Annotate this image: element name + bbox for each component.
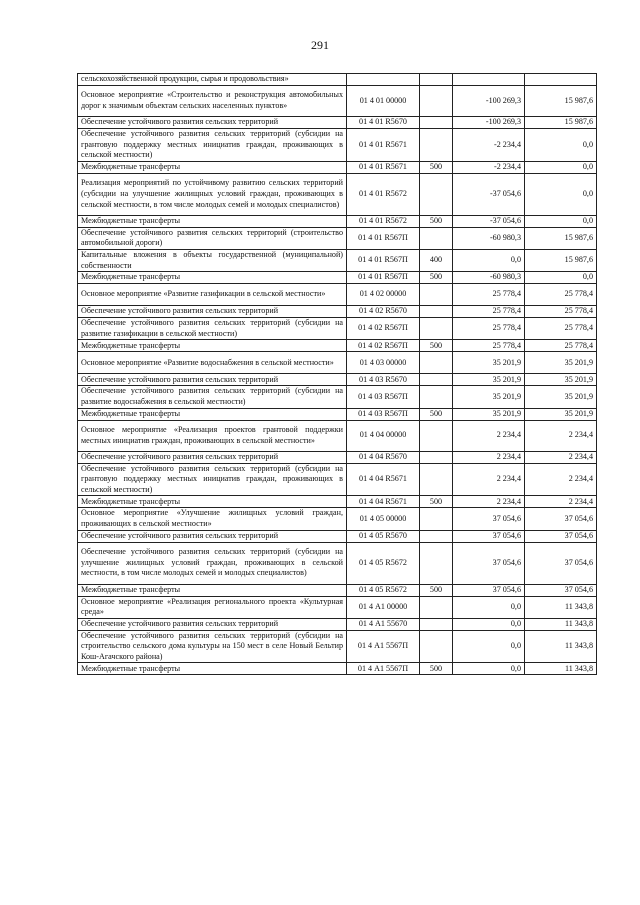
row-expense-type-cell: 500 (420, 161, 453, 173)
row-amount-total-cell: 35 201,9 (525, 408, 597, 420)
row-code-cell: 01 4 05 R5672 (347, 542, 420, 584)
table-row (78, 463, 597, 496)
row-amount-change-cell: 25 778,4 (453, 318, 525, 340)
row-code-cell: 01 4 02 R567П (347, 340, 420, 352)
row-code-cell: 01 4 01 R567П (347, 227, 420, 249)
table-row (78, 663, 597, 675)
budget-table-body (78, 74, 597, 675)
table-row (78, 542, 597, 584)
row-amount-change-cell: -2 234,4 (453, 161, 525, 173)
row-name-cell: Реализация мероприятий по устойчивому развитию сельских территорий (субсидии на улучшение жилищных условий граждан, проживающих в сельской местности, в том числе молодых семей и молодых специалистов) (78, 173, 347, 215)
table-row (78, 618, 597, 630)
row-expense-type-cell (420, 86, 453, 117)
row-amount-change-cell: 25 778,4 (453, 306, 525, 318)
row-expense-type-cell (420, 508, 453, 530)
row-name-cell: Обеспечение устойчивого развития сельских территорий (78, 374, 347, 386)
row-name-cell: Основное мероприятие «Строительство и реконструкция автомобильных дорог к значимым объектам сельских населенных пунктов» (78, 86, 347, 117)
row-expense-type-cell: 500 (420, 584, 453, 596)
row-name-cell: Обеспечение устойчивого развития сельских территорий (субсидии на строительство сельского дома культуры на 150 мест в селе Новый Бельтир Кош-Агачского района) (78, 630, 347, 663)
row-name-cell: Обеспечение устойчивого развития сельских территорий (субсидии на развитие водоснабжения в сельской местности) (78, 386, 347, 408)
row-amount-change-cell: 35 201,9 (453, 386, 525, 408)
row-amount-total-cell: 25 778,4 (525, 284, 597, 306)
row-expense-type-cell (420, 596, 453, 618)
row-amount-change-cell: 37 054,6 (453, 508, 525, 530)
row-expense-type-cell (420, 227, 453, 249)
row-code-cell: 01 4 04 R5671 (347, 463, 420, 496)
row-name-cell: Межбюджетные трансферты (78, 215, 347, 227)
table-row (78, 596, 597, 618)
table-row (78, 284, 597, 306)
row-amount-total-cell: 37 054,6 (525, 508, 597, 530)
row-amount-change-cell: 2 234,4 (453, 496, 525, 508)
row-name-cell: Межбюджетные трансферты (78, 584, 347, 596)
row-code-cell: 01 4 А1 5567П (347, 630, 420, 663)
table-row (78, 630, 597, 663)
table-row (78, 340, 597, 352)
row-amount-change-cell: 35 201,9 (453, 408, 525, 420)
row-code-cell: 01 4 А1 00000 (347, 596, 420, 618)
row-name-cell: Обеспечение устойчивого развития сельских территорий (78, 451, 347, 463)
row-expense-type-cell (420, 542, 453, 584)
row-expense-type-cell: 500 (420, 340, 453, 352)
row-amount-change-cell: 0,0 (453, 618, 525, 630)
row-expense-type-cell (420, 630, 453, 663)
row-code-cell: 01 4 01 R5670 (347, 117, 420, 129)
row-code-cell: 01 4 04 00000 (347, 420, 420, 451)
row-name-cell: Капитальные вложения в объекты государственной (муниципальной) собственности (78, 249, 347, 271)
table-row (78, 530, 597, 542)
row-name-cell: Обеспечение устойчивого развития сельских территорий (строительство автомобильной дороги) (78, 227, 347, 249)
row-amount-total-cell: 25 778,4 (525, 318, 597, 340)
row-name-cell: Обеспечение устойчивого развития сельских территорий (субсидии на развитие газификации в сельской местности) (78, 318, 347, 340)
row-amount-change-cell: 0,0 (453, 249, 525, 271)
row-amount-change-cell: 25 778,4 (453, 284, 525, 306)
row-expense-type-cell (420, 284, 453, 306)
row-code-cell: 01 4 05 R5670 (347, 530, 420, 542)
row-amount-change-cell: 0,0 (453, 596, 525, 618)
table-row (78, 508, 597, 530)
row-name-cell: Межбюджетные трансферты (78, 663, 347, 675)
row-amount-total-cell: 0,0 (525, 272, 597, 284)
row-name-cell: Межбюджетные трансферты (78, 408, 347, 420)
row-name-cell: Основное мероприятие «Развитие водоснабжения в сельской местности» (78, 352, 347, 374)
row-code-cell: 01 4 01 R5671 (347, 129, 420, 162)
row-amount-change-cell: 25 778,4 (453, 340, 525, 352)
row-expense-type-cell: 400 (420, 249, 453, 271)
row-amount-total-cell: 15 987,6 (525, 227, 597, 249)
row-amount-change-cell: 35 201,9 (453, 374, 525, 386)
row-code-cell: 01 4 02 R5670 (347, 306, 420, 318)
row-amount-change-cell: 0,0 (453, 630, 525, 663)
row-code-cell: 01 4 02 R567П (347, 318, 420, 340)
row-amount-total-cell: 11 343,8 (525, 630, 597, 663)
row-expense-type-cell: 500 (420, 496, 453, 508)
table-row (78, 420, 597, 451)
row-name-cell: Обеспечение устойчивого развития сельских территорий (субсидии на грантовую поддержку местных инициатив граждан, проживающих в сельской местности) (78, 129, 347, 162)
row-expense-type-cell (420, 74, 453, 86)
row-amount-change-cell: -60 980,3 (453, 272, 525, 284)
row-amount-change-cell: -37 054,6 (453, 215, 525, 227)
row-amount-change-cell (453, 74, 525, 86)
row-amount-change-cell: 35 201,9 (453, 352, 525, 374)
row-expense-type-cell (420, 374, 453, 386)
table-row (78, 117, 597, 129)
row-amount-total-cell: 11 343,8 (525, 618, 597, 630)
table-row (78, 86, 597, 117)
table-row (78, 249, 597, 271)
row-amount-change-cell: 2 234,4 (453, 463, 525, 496)
table-row (78, 215, 597, 227)
row-amount-total-cell: 2 234,4 (525, 420, 597, 451)
row-code-cell: 01 4 01 R5671 (347, 161, 420, 173)
row-amount-change-cell: 2 234,4 (453, 420, 525, 451)
row-amount-change-cell: 37 054,6 (453, 584, 525, 596)
row-expense-type-cell (420, 173, 453, 215)
row-expense-type-cell (420, 129, 453, 162)
row-code-cell: 01 4 02 00000 (347, 284, 420, 306)
row-code-cell: 01 4 04 R5670 (347, 451, 420, 463)
row-expense-type-cell: 500 (420, 663, 453, 675)
row-amount-total-cell: 0,0 (525, 173, 597, 215)
row-name-cell: Основное мероприятие «Реализация проектов грантовой поддержки местных инициатив граждан, проживающих в сельской местности» (78, 420, 347, 451)
row-amount-total-cell: 15 987,6 (525, 86, 597, 117)
row-name-cell: Основное мероприятие «Улучшение жилищных условий граждан, проживающих в сельской местности» (78, 508, 347, 530)
row-amount-change-cell: 37 054,6 (453, 530, 525, 542)
budget-table (77, 73, 597, 675)
row-amount-total-cell: 37 054,6 (525, 584, 597, 596)
row-amount-total-cell: 11 343,8 (525, 596, 597, 618)
row-amount-total-cell: 0,0 (525, 129, 597, 162)
row-amount-total-cell: 0,0 (525, 215, 597, 227)
row-name-cell: Основное мероприятие «Развитие газификации в сельской местности» (78, 284, 347, 306)
row-code-cell: 01 4 05 00000 (347, 508, 420, 530)
row-name-cell: Обеспечение устойчивого развития сельских территорий (78, 117, 347, 129)
row-amount-change-cell: 0,0 (453, 663, 525, 675)
row-name-cell: сельскохозяйственной продукции, сырья и продовольствия» (78, 74, 347, 86)
row-name-cell: Межбюджетные трансферты (78, 496, 347, 508)
row-expense-type-cell (420, 420, 453, 451)
row-code-cell: 01 4 03 R5670 (347, 374, 420, 386)
row-amount-change-cell: 2 234,4 (453, 451, 525, 463)
table-row (78, 129, 597, 162)
row-name-cell: Обеспечение устойчивого развития сельских территорий (субсидии на улучшение жилищных условий граждан, проживающих в сельской местности, в том числе молодых семей и молодых специалистов) (78, 542, 347, 584)
row-expense-type-cell (420, 618, 453, 630)
row-expense-type-cell (420, 306, 453, 318)
table-row (78, 496, 597, 508)
row-amount-total-cell (525, 74, 597, 86)
row-expense-type-cell: 500 (420, 272, 453, 284)
row-amount-total-cell: 2 234,4 (525, 451, 597, 463)
row-amount-total-cell: 0,0 (525, 161, 597, 173)
row-expense-type-cell (420, 530, 453, 542)
table-row (78, 386, 597, 408)
row-amount-change-cell: -2 234,4 (453, 129, 525, 162)
row-code-cell: 01 4 А1 5567П (347, 663, 420, 675)
row-amount-total-cell: 35 201,9 (525, 386, 597, 408)
row-name-cell: Межбюджетные трансферты (78, 272, 347, 284)
row-amount-change-cell: 37 054,6 (453, 542, 525, 584)
row-expense-type-cell (420, 463, 453, 496)
table-row (78, 74, 597, 86)
row-amount-total-cell: 15 987,6 (525, 117, 597, 129)
row-expense-type-cell (420, 386, 453, 408)
table-row (78, 306, 597, 318)
row-expense-type-cell (420, 117, 453, 129)
table-row (78, 161, 597, 173)
row-name-cell: Основное мероприятие «Реализация регионального проекта «Культурная среда» (78, 596, 347, 618)
row-name-cell: Межбюджетные трансферты (78, 340, 347, 352)
row-amount-total-cell: 35 201,9 (525, 352, 597, 374)
row-code-cell (347, 74, 420, 86)
row-code-cell: 01 4 01 R567П (347, 249, 420, 271)
table-row (78, 408, 597, 420)
table-row (78, 352, 597, 374)
row-name-cell: Обеспечение устойчивого развития сельских территорий (субсидии на грантовую поддержку местных инициатив граждан, проживающих в сельской местности) (78, 463, 347, 496)
row-amount-change-cell: -100 269,3 (453, 117, 525, 129)
row-amount-total-cell: 25 778,4 (525, 340, 597, 352)
row-amount-change-cell: -100 269,3 (453, 86, 525, 117)
row-amount-total-cell: 37 054,6 (525, 530, 597, 542)
table-row (78, 584, 597, 596)
row-code-cell: 01 4 01 R567П (347, 272, 420, 284)
row-amount-total-cell: 25 778,4 (525, 306, 597, 318)
row-code-cell: 01 4 01 R5672 (347, 215, 420, 227)
row-name-cell: Обеспечение устойчивого развития сельских территорий (78, 618, 347, 630)
row-code-cell: 01 4 05 R5672 (347, 584, 420, 596)
row-expense-type-cell (420, 352, 453, 374)
row-code-cell: 01 4 01 00000 (347, 86, 420, 117)
row-code-cell: 01 4 03 R567П (347, 408, 420, 420)
row-expense-type-cell (420, 451, 453, 463)
table-row (78, 173, 597, 215)
row-expense-type-cell (420, 318, 453, 340)
page-number: 291 (311, 38, 329, 52)
row-amount-change-cell: -37 054,6 (453, 173, 525, 215)
row-amount-total-cell: 2 234,4 (525, 496, 597, 508)
row-amount-total-cell: 37 054,6 (525, 542, 597, 584)
table-row (78, 318, 597, 340)
row-amount-total-cell: 35 201,9 (525, 374, 597, 386)
row-amount-total-cell: 15 987,6 (525, 249, 597, 271)
row-expense-type-cell: 500 (420, 408, 453, 420)
row-amount-total-cell: 11 343,8 (525, 663, 597, 675)
row-name-cell: Межбюджетные трансферты (78, 161, 347, 173)
table-row (78, 374, 597, 386)
table-row (78, 227, 597, 249)
table-row (78, 272, 597, 284)
row-name-cell: Обеспечение устойчивого развития сельских территорий (78, 530, 347, 542)
row-amount-total-cell: 2 234,4 (525, 463, 597, 496)
row-code-cell: 01 4 А1 55670 (347, 618, 420, 630)
row-code-cell: 01 4 01 R5672 (347, 173, 420, 215)
row-code-cell: 01 4 03 00000 (347, 352, 420, 374)
table-row (78, 451, 597, 463)
row-amount-change-cell: -60 980,3 (453, 227, 525, 249)
row-code-cell: 01 4 03 R567П (347, 386, 420, 408)
row-expense-type-cell: 500 (420, 215, 453, 227)
row-name-cell: Обеспечение устойчивого развития сельских территорий (78, 306, 347, 318)
row-code-cell: 01 4 04 R5671 (347, 496, 420, 508)
